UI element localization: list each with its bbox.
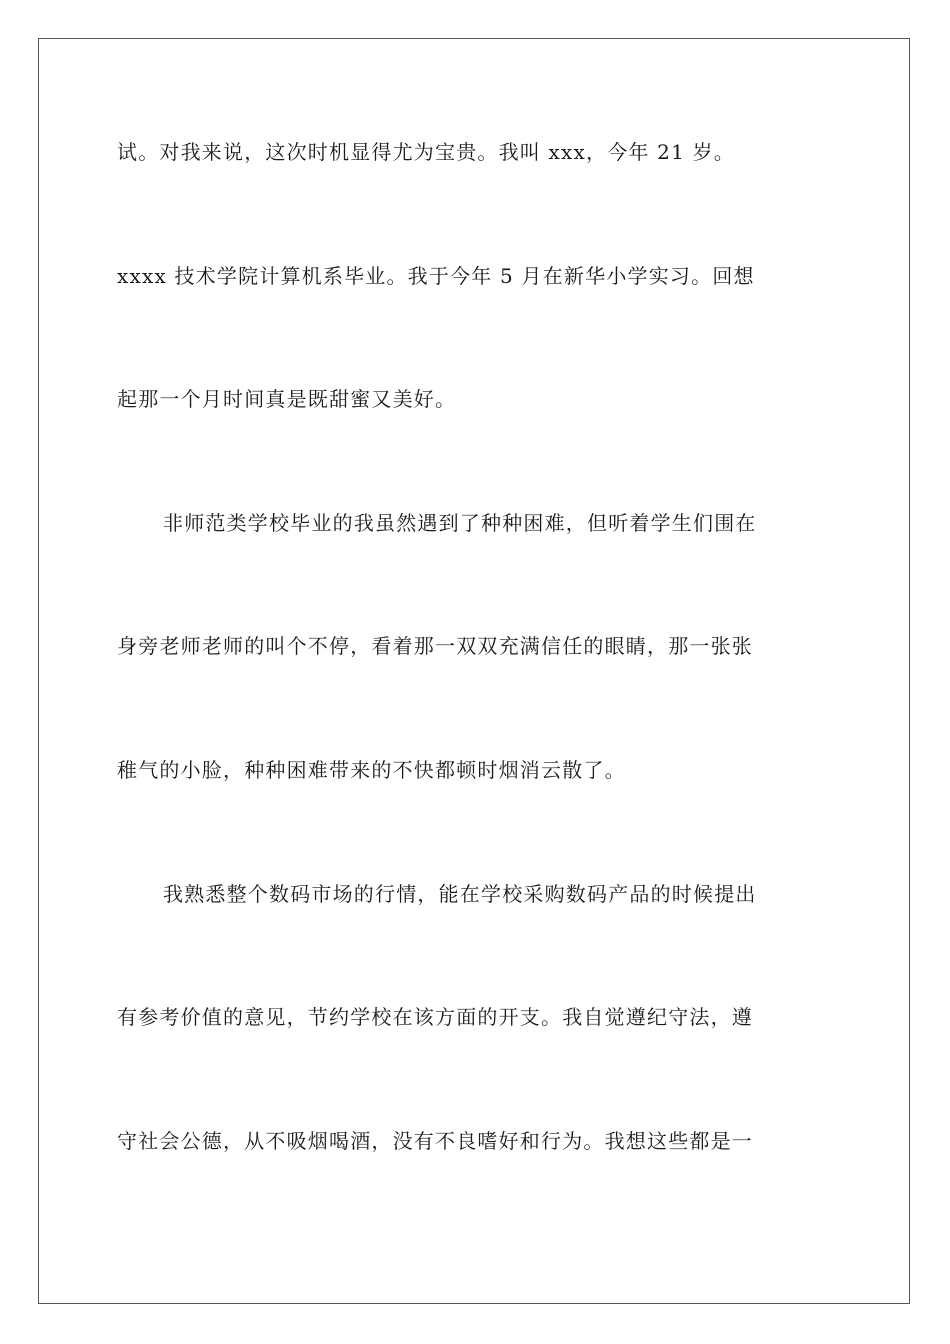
text-line-3: 起那一个月时间真是既甜蜜又美好。: [117, 387, 457, 411]
text-line-9: 守社会公德，从不吸烟喝酒，没有不良嗜好和行为。我想这些都是一: [117, 1129, 753, 1153]
text-line-1: 试。对我来说，这次时机显得尤为宝贵。我叫 xxx，今年 21 岁。: [117, 140, 735, 164]
page-border: [38, 38, 910, 1304]
text-line-2: xxxx 技术学院计算机系毕业。我于今年 5 月在新华小学实习。回想: [117, 264, 755, 288]
text-line-5: 身旁老师老师的叫个不停，看着那一双双充满信任的眼睛，那一张张: [117, 634, 753, 658]
text-line-6: 稚气的小脸，种种困难带来的不快都顿时烟消云散了。: [117, 758, 626, 782]
text-line-8: 有参考价值的意见，节约学校在该方面的开支。我自觉遵纪守法，遵: [117, 1005, 753, 1029]
paragraph-3-line-1: 我熟悉整个数码市场的行情，能在学校采购数码产品的时候提出: [163, 882, 757, 906]
paragraph-2-line-1: 非师范类学校毕业的我虽然遇到了种种困难，但听着学生们围在: [163, 511, 757, 535]
